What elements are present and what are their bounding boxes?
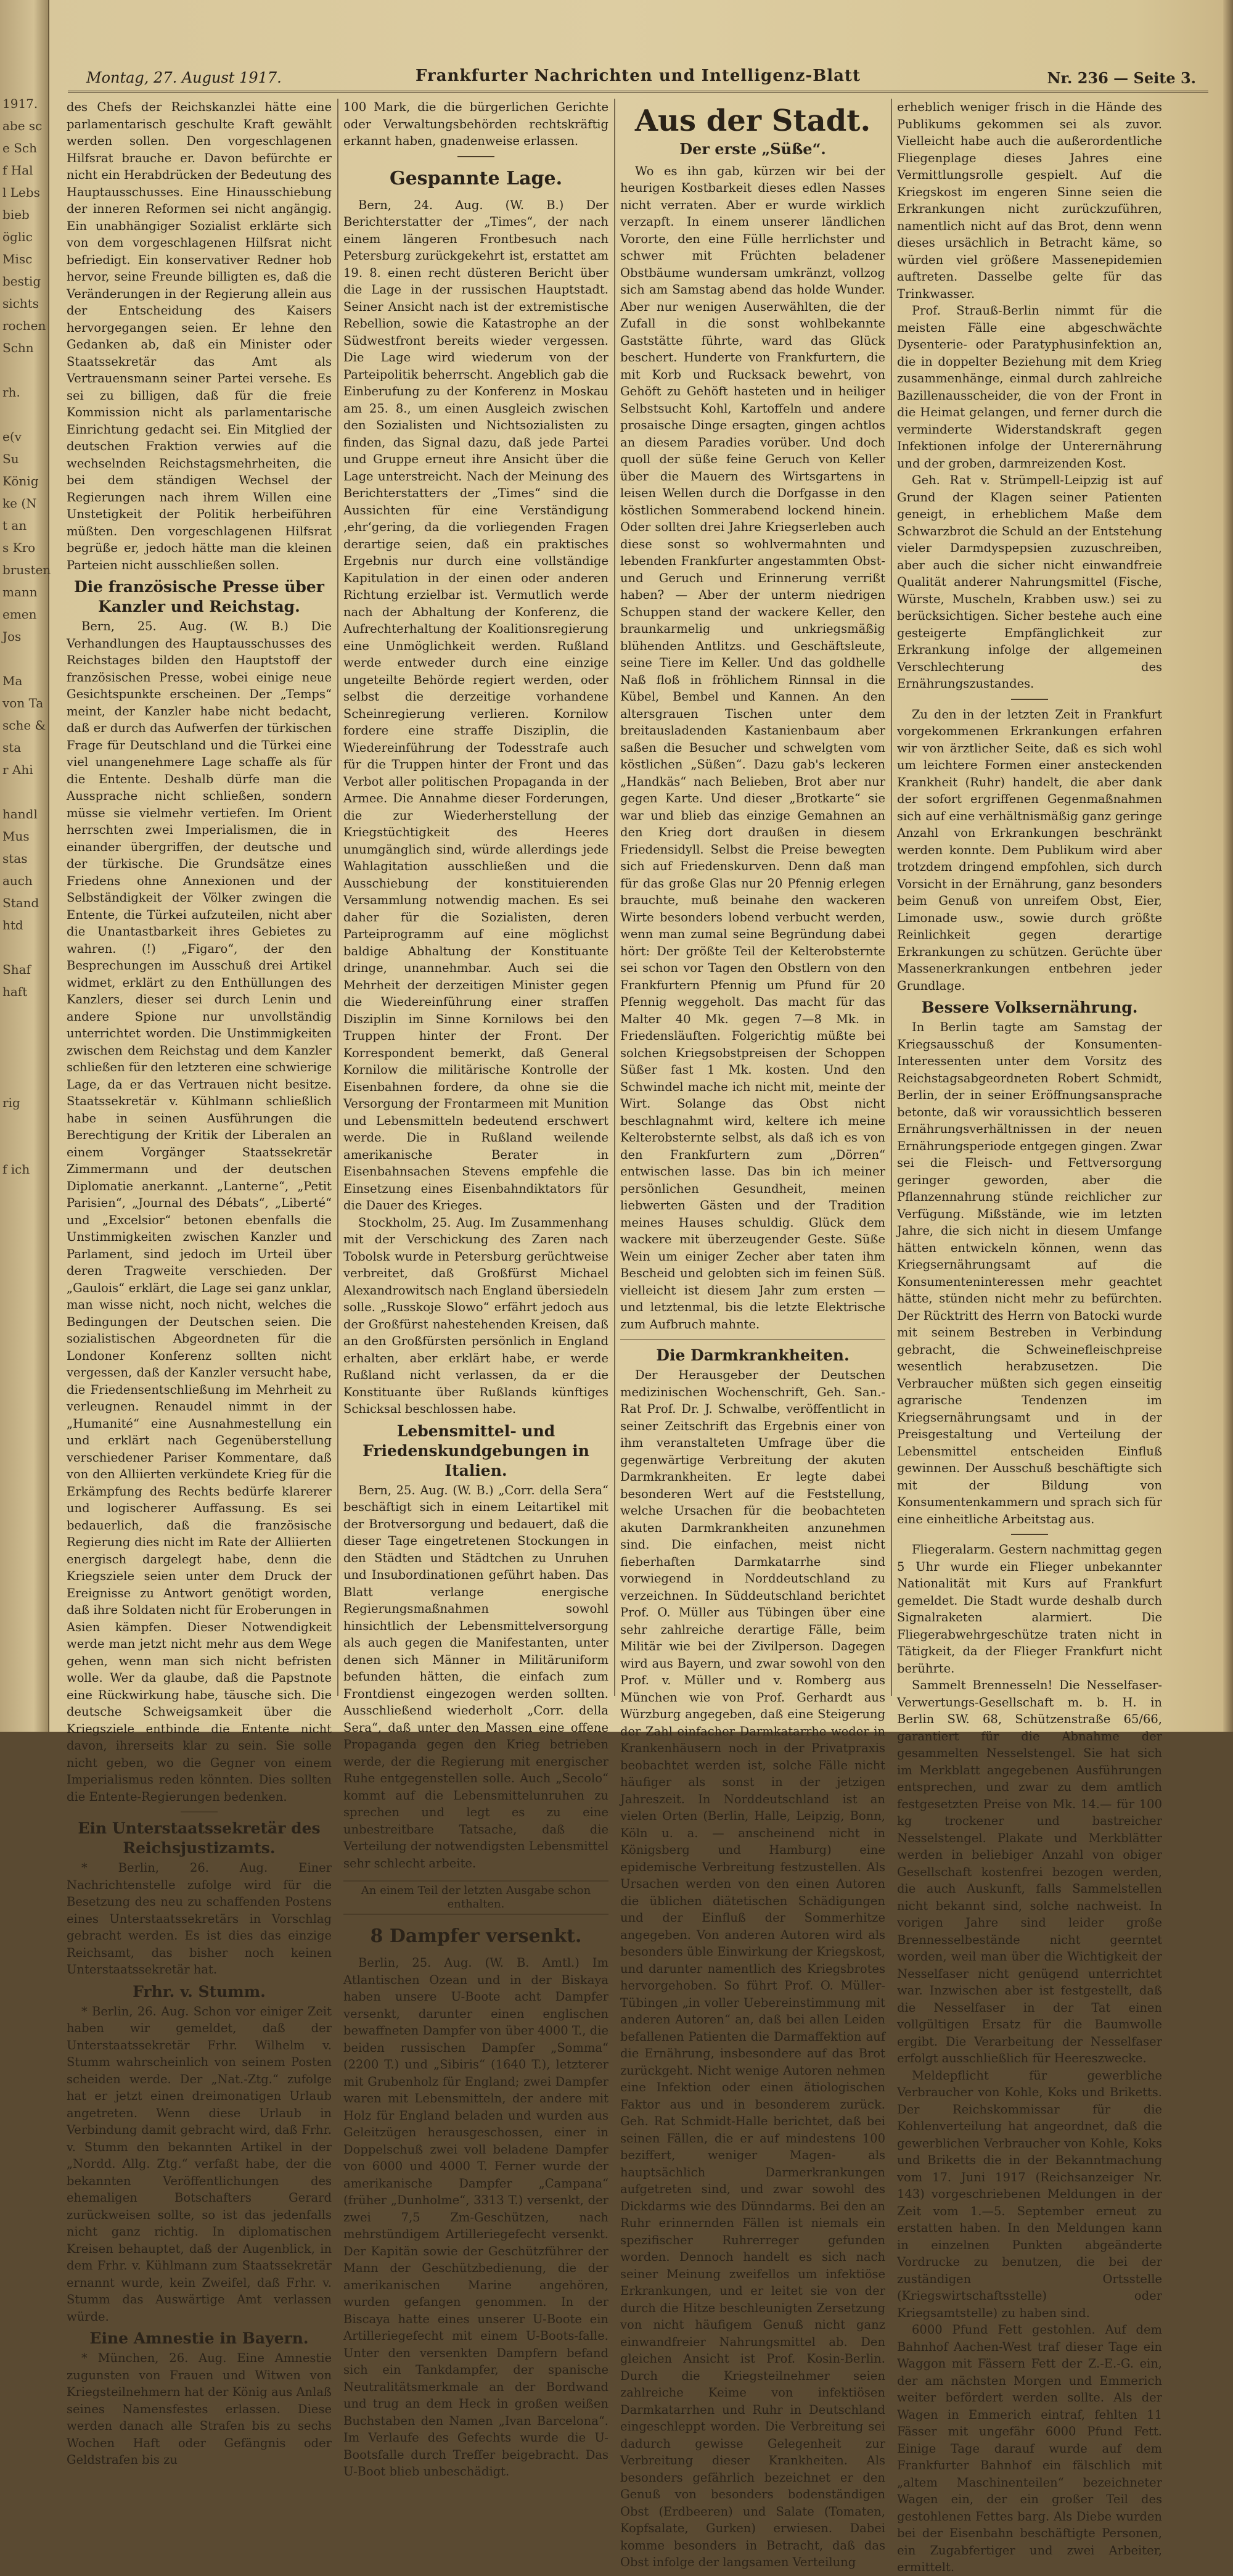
article-stockholm: Stockholm, 25. Aug. Im Zusammenhang mit der Verschickung des Zaren nach Tobolsk wurde in Petersburg gerüchtweise verbreitet, daß Großfürst Michael Alexandrowitsch nach England übersiedeln solle. „Russkoje Slowo“ erfährt jedoch aus der Großfürst nahestehenden Kreisen, daß an den Großfürsten persönlich in England erhalten, aber erklärt habe, er werde Rußland nicht verlassen, da er die Konstituante über Rußlands künftiges Schicksal beschlossen habe. (343, 1215, 608, 1416)
news-fliegeralarm: Fliegeralarm. Gestern nachmittag gegen 5 Uhr wurde ein Flieger unbekannter Nationalität mit Kurs auf Frankfurt gemeldet. Die Stadt wurde deshalb durch Signalraketen alarmiert. Die Fliegerabwehrgeschütze traten nicht in Tätigkeit, da der Flieger Frankfurt nicht berührte. (897, 1542, 1162, 1676)
column-1 (67, 99, 332, 2467)
column-rule (337, 99, 338, 1696)
news-brennesseln: Sammelt Brennesseln! Die Nesselfaser-Verwertungs-Gesellschaft m. b. H. in Berlin SW. 68, Schützenstraße 65/66, garantiert für die Abnahme der gesammelten Nesselstengel. Sie hat sich im Merkblatt angegebenen Ausführungen entsprechen, und zwar zu dem amtlich festgesetzten Preise von Mk. 14.— für 100 kg trockener und bastreicher Nesselstengel. Plakate und Merkblätter werden in beliebiger Anzahl von obiger Gesellschaft kostenfrei bezogen werden, die auch Auskunft, falls Sammelstellen nicht bekannt sind, solche nachweist. In vorigen Jahre sind leider große Brennesselbestände nicht geerntet worden, weil man über die Wichtigkeit der Nesselfaser nicht genügend unterrichtet war. Inzwischen aber ist festgestellt, daß die Nesselfaser in der Tat einen vollgültigen Ersatz für die Baumwolle ergibt. Die Verarbeitung der Nesselfaser erfolgt ausschließlich für Heereszwecke. (897, 1678, 1162, 2065)
article-darmkrankheiten: Der Herausgeber der Deutschen medizinischen Wochenschrift, Geh. San.-Rat Prof. Dr. J. Schwalbe, veröffentlicht in seiner Zeitschrift das Ergebnis einer von ihm veranstalteten Umfrage über die gegenwärtige Verbreitung der akuten Darmkrankheiten. Er legte dabei besonderen Wert auf die Feststellung, welche Ursachen für die beobachteten akuten Darmkrankheiten anzunehmen sind. Die einfachen, meist nicht fieberhaften Darmkatarrhe sind vorwiegend in Norddeutschland zu verzeichnen. In Süddeutschland berichtet Prof. O. Müller aus Tübingen über eine sehr zahlreiche derartige Fälle, beim Militär wie bei der Zivilperson. Dagegen wird aus Bayern, und zwar sowohl von den Prof. v. Müller und v. Romberg aus München wie von Prof. Gerhardt aus Würzburg angegeben, daß eine Steigerung der Zahl einfacher Darmkatarrhe weder in Krankenhäusern noch in der Privatpraxis beobachtet werden ist, solche Fälle nicht häufiger als sonst in der jetzigen Jahreszeit. In Norddeutschland ist an vielen Orten (Berlin, Halle, Leipzig, Bonn, Köln u. a. — anscheinend nicht in Königsberg und Hamburg) eine epidemische Verbreitung festzustellen. Als Ursachen werden von den einen Autoren die üblichen diätetischen Schädigungen und der Einfluß der Sommerhitze angegeben. Von anderen Autoren wird als besonders üble Einwirkung der Kriegskost, und darunter namentlich des Kriegsbrotes hervorgehoben. So führt Prof. O. Müller-Tübingen „in voller Uebereinstimmung mit anderen Autoren“ an, daß bei allen Leiden befallenen Patienten die Darmaffektion auf die Ernährung, insbesondere auf das Brot zurückgeht. Nicht wenige Autoren nehmen eine Infektion oder einen ätiologischen Faktor aus und in besonderem zurück. Geh. Rat Schmidt-Halle berichtet, daß bei seinen Fällen, die er auf mindestens 100 beziffert, weniger Magen- als hauptsächlich Darmerkrankungen aufgetreten sind, und zwar sowohl des Dickdarms wie des Dünndarms. Bei den an Ruhr erinnernden Fällen ist niemals ein spezifischer Ruhrerreger gefunden worden. Dennoch handelt es sich nach seiner Meinung zweifellos um infektiöse Erkrankungen, und er leitet sie von der durch die Hitze beschleunigten Zersetzung von nicht häufigem Genuß nicht ganz einwandfreier Nahrungsmittel ab. Den gleichen Ansicht ist Prof. Kosin-Berlin. Durch die Kriegsteilnehmer seien zahlreiche Keime von infektiösen Darmkatarrhen und Ruhr in Deutschland eingeschleppt worden. Die Verbreitung sei dadurch gewisse Gelegenheit zur Verbreitung dieser Krankheiten. Als besonders gefährlich bezeichnet er den Genuß von besonders bodenständigen Obst (Erdbeeren) und Salate (Tomaten, Kopfsalate, Gurken) erwiesen. Dabei komme besonders in Betracht, daß das Obst infolge der langsamen Verteilung (620, 1368, 885, 2569)
header-date: Montag, 27. August 1917. (86, 69, 282, 86)
article-volksernaehrung: In Berlin tagte am Samstag der Kriegsausschuß der Konsumenten-Interessenten unter dem Vorsitz des Reichstagsabgeordneten Robert Schmidt, Berlin, der in seiner Eröffnungsansprache betonte, daß wir voraussichtlich besseren Ernährungsverhältnissen in der neuen Ernährungsperiode entgegen gingen. Zwar sei die Fleisch- und Fettversorgung geringer geworden, aber die Pflanzennahrung stünde reichlicher zur Verfügung. Mißstände, wie im letzten Jahre, die sich nicht in diesem Umfange hätten entwickeln können, wenn das Kriegsernährungsamt auf die Konsumenteninteressen mehr geachtet hätte, stünden nicht mehr zu befürchten. Der Rücktritt des Herrn von Batocki wurde mit seinem Bestreben in Verbindung gebracht, die Schweinefleischpreise wesentlich herabzusetzen. Die Verbraucher müßten sich gegen einseitig agrarische Tendenzen im Kriegsernährungsamt und in der Preisgestaltung und Verteilung der Lebensmittel entscheiden Einfluß gewinnen. Der Ausschuß beschäftigte sich mit der Bildung von Konsumentenkammern und sprach sich für eine einheitliche Arbeitstag aus. (897, 1020, 1162, 1526)
separator (1011, 1534, 1048, 1535)
headline-darmkrankheiten: Die Darmkrankheiten. (656, 1346, 850, 1364)
headline-presse: Die französische Presse über Kanzler und Reichstag. (74, 578, 324, 615)
section-title-stadt: Aus der Stadt. (634, 104, 871, 138)
article-italien: Bern, 25. Aug. (W. B.) „Corr. della Sera“ beschäftigt sich in einem Leitartikel mit der Brotversorgung und bedauert, daß die dieser Tage eingetretenen Stockungen in den Städten und Städtchen zu Unruhen und Insubordinationen geführt haben. Das Blatt verlange energische Regierungsmaßnahmen sowohl hinsichtlich der Lebensmittelversorgung als auch gegen die Manifestanten, unter denen sich Männer in Militäruniform befunden hätten, die einfach zum Frontdienst eingezogen werden sollten. Ausschließend wiederholt „Corr. della Sera“, daß unter den Massen eine offene Propaganda gegen den Krieg betrieben werde, der die Regierung mit energischer Ruhe entgegenstellen solle. Auch „Secolo“ kommt auf die Lebensmittelunruhen zu sprechen und legt es zu eine unbestreitbare Tatsache, daß die Verteilung der notwendigsten Lebensmittel sehr schlecht arbeite. (343, 1483, 608, 1870)
headline-dampfer: 8 Dampfer versenkt. (370, 1925, 582, 1947)
news-kohle: Meldepflicht für gewerbliche Verbraucher von Kohle, Koks und Briketts. Der Reichskommissar für die Kohlenverteilung hat angeordnet, daß die gewerblichen Verbraucher von Kohle, Koks und Briketts die in der Bekanntmachung vom 17. Juni 1917 (Reichsanzeiger Nr. 143) vorgeschriebenen Meldungen in der Zeit vom 1.—5. September erneut zu erstatten haben. In den Meldungen kann in einzelnen Punkten abgeänderte Vordrucke zu benutzen, die bei der zuständigen Ortsstelle (Kriegswirtschaftsstelle) oder Kriegsamtstelle) zu haben sind. (897, 2068, 1162, 2320)
paragraph-frankfurt: Zu den in der letzten Zeit in Frankfurt vorgekommenen Erkrankungen erfahren wir von ärztlicher Seite, daß es sich wohl um leichtere Formen einer ansteckenden Krankheit (Ruhr) handelt, die aber dank der sofort ergriffenen Gegenmaßnahmen sich auf eine verhältnismäßig ganz geringe Anzahl von Erkrankungen beschränkt werden konnte. Dem Publikum wird aber trotzdem dringend empfohlen, sich durch Vorsicht in der Ernährung, ganz besonders beim Genuß von unreifem Obst, Eier, Limonade usw., sowie durch größte Reinlichkeit gegen derartige Erkrankungen zu schützen. Gerüchte über Massenerkrankungen entbehren jeder Grundlage. (897, 707, 1162, 993)
column-3 (620, 99, 885, 2569)
headline-amnestie: Eine Amnestie in Bayern. (89, 2329, 309, 2347)
paragraph-strauss: Prof. Strauß-Berlin nimmt für die meisten Fälle eine abgeschwächte Dysenterie- oder Paratyphusinfektion an, die in doppelter Beziehung mit dem Krieg zusammenhänge, einmal durch zahlreiche Bazillenausscheider, die von der Front in die Heimat gelangen, und ferner durch die verminderte Widerstandskraft gegen Infektionen infolge der Unterernährung und der groben, darmreizenden Kost. (897, 303, 1162, 471)
news-fett: 6000 Pfund Fett gestohlen. Auf dem Bahnhof Aachen-West traf dieser Tage ein Waggon mit Fässern Fett der Z.-E.-G. ein, der am nächsten Morgen und Emmerich weiter befördert werden sollte. Als der Wagen in Emmerich eintraf, fehlten 11 Fässer mit ungefähr 6000 Pfund Fett. Einige Tage darauf wurde auf dem Frankfurter Bahnhof ein fälschlich mit „altem Maschinenteilen“ bezeichneter Wagen ein, der ein großer Teil des gestohlenen Fettes barg. Als Diebe wurden bei der Eisenbahn beschäftigte Personen, ein Zugabfertiger und zwei Arbeiter, ermittelt. (897, 2323, 1162, 2574)
headline-italien: Lebensmittel- und Friedenskundgebungen in Italien. (363, 1422, 589, 1479)
right-page-edge (1223, 0, 1233, 1732)
article-continuation: des Chefs der Reichskanzlei hätte eine parlamentarisch geschulte Kraft gewählt werden sollen. Den vorgeschlagenen Hilfsrat brauche er. Davon befürchte er nicht ein Herabdrücken der Bedeutung des Hauptausschusses. Eine Hinausschiebung der inneren Reformen sei nicht angängig. Ein unabhängiger Sozialist erklärte sich von dem vorgeschlagenen Hilfsrat nicht befriedigt. Ein konservativer Redner hob hervor, seine Freunde billigten es, daß die Veränderungen in der Regierung allein aus der Entscheidung des Kaisers hervorgegangen seien. Er lehne den Gedanken ab, daß ein Minister oder Staatssekretär das Amt als Vertrauensmann seiner Partei versehe. Es sei zu billigen, daß für die freie Kommission nicht als parlamentarische Einrichtung gedacht sei. Ein Mitglied der deutschen Fraktion verwies auf die wechselnden Reichstagsmehrheiten, die bei dem ständigen Wechsel der Regierungen nach ihrem Willen eine Unstetigkeit der Politik herbeiführen müßten. Den vorgeschlagenen Hilfsrat begrüße er, jedoch hätte man die kleinen Parteien nicht ausschließen sollen. (67, 100, 332, 572)
article-presse: Bern, 25. Aug. (W. B.) Die Verhandlungen des Hauptausschusses des Reichstages bilden den Hauptstoff der französischen Presse, wobei einige neue Gesichtspunkte erscheinen. Der „Temps“ meint, der Kanzler habe nicht bedacht, daß er durch das Aufwerfen der türkischen Frage für Deutschland und die Türkei eine viel unangenehmere Lage schaffe als für die Entente. Deshalb dürfe man die Aussprache nicht schließen, sondern müsse sie vielmehr vertiefen. Im Orient herrschten zwei Imperialismen, die in einander übergriffen, der deutsche und der türkische. Die Grundsätze eines Friedens ohne Annexionen und der Selbständigkeit der Völker zwingen die Entente, die Türkei aufzuteilen, nicht aber die Unantastbarkeit ihres Gebietes zu wahren. (!) „Figaro“, der den Besprechungen im Ausschuß drei Artikel widmet, erklärt zu den Enthüllungen des Kanzlers, dieser sei durch Lenin und andere Spione nur unvollständig unterrichtet worden. Die Unstimmigkeiten zwischen dem Reichstag und dem Kanzler schließen für den letzteren eine schwierige Lage, da er das Vertrauen nicht besitze. Staatssekretär v. Kühlmann schließlich habe in seinen Ausführungen die Berechtigung der Kritik der Liberalen an einem Vorgänger Staatssekretär Zimmermann und der deutschen Diplomatie anerkannt. „Lanterne“, „Petit Parisien“, „Journal des Débats“, „Liberté“ und „Excelsior“ betonen ebenfalls die Unstimmigkeiten zwischen Kanzler und Parlament, sind jedoch im Urteil über deren Tragweite verschieden. Der „Gaulois“ erklärt, die Lage sei ganz unklar, man wisse nicht, noch nicht, welches die Bedingungen der Deutschen seien. Die sozialistischen Abgeordneten für die Londoner Konferenz sollten nicht vergessen, daß der Kanzler versucht habe, die Friedensentschließung im Mehrheit zu verleugnen. Renaudel nimmt in der „Humanité“ eine Ausnahmestellung ein und erklärt nach Gegenüberstellung verschiedener Pariser Kommentare, daß von den Alliierten verkündete Krieg für die Erkämpfung des Rechts bedürfe klarerer und logischerer Auffassung. Es sei bedauerlich, daß die französische Regierung dies nicht im Rate der Alliierten energisch dargelegt habe, denn die Kriegsziele seien unter dem Druck der Ereignisse zu Antwort genötigt worden, daß ihre Soldaten nicht für Eroberungen in Asien kämpfen. Dieser Notwendigkeit werde man jetzt nicht mehr aus dem Wege gehen, wenn man sich nicht befristen wolle. Wer da glaube, daß die Papstnote eine Rückwirkung habe, täusche sich. Die deutsche Schweigsamkeit über die Kriegsziele entbinde die Entente nicht davon, ihrerseits klar zu sein. Sie solle nicht geben, wo die Gegner von einem Imperialismus reden könnten. Dies sollten die Entente-Regierungen bedenken. (67, 619, 332, 1804)
separator (1011, 699, 1048, 700)
headline-volksernaehrung: Bessere Volksernährung. (921, 998, 1138, 1016)
headline-unterstaatssekretaer: Ein Unterstaatssekretär des Reichsjustizamts. (78, 1819, 321, 1857)
page-number: Nr. 236 — Seite 3. (1047, 69, 1196, 87)
masthead: Frankfurter Nachrichten und Intelligenz-Blatt (416, 67, 861, 85)
headline-suesse: Der erste „Süße“. (679, 140, 826, 158)
column-4 (897, 99, 1162, 2574)
separator (181, 1811, 218, 1813)
separator (457, 156, 494, 157)
headline-gespannte-lage: Gespannte Lage. (389, 167, 563, 189)
page-header (68, 64, 1208, 93)
article-dampfer: Berlin, 25. Aug. (W. B. Amtl.) Im Atlantischen Ozean und in der Biskaya haben unsere U-Boote acht Dampfer versenkt, darunter einen englischen bewaffneten Dampfer von über 4000 T., die beiden russischen Dampfer „Somma“ (2200 T.) und „Sibiris“ (1640 T.), letzterer mit Grubenholz für England; zwei Dampfer waren mit Lebensmitteln, der andere mit Holz für England beladen und wurden aus Geleitzügen herausgeschossen, einer in Doppelschuß zwei voll beladene Dampfer von 6000 und 4000 T. Ferner wurde der amerikanische Dampfer „Campana“ (früher „Dunholme“, 3313 T.) versenkt, der zwei 7,5 Zm-Geschützen, nach mehrstündigem Artilleriegefecht versenkt. Der Kapitän sowie der Geschützführer der Mann der Geschützbedienung, die der amerikanischen Marine angehören, wurden gefangen genommen. In der Biscaya hatte eines unserer U-Boote ein Artilleriegefecht mit einem U-Boots-falle. Unter den versenkten Dampfern befand sich ein Tankdampfer, der spanische Neutralitätsmerkmale an der Bordwand und trug an dem Heck in großen weißen Buchstaben den Namen „Ivan Barcelona“. Im Verlaufe des Gefechts wurde die U-Bootsfalle durch Treffer beigebracht. Das U-Boot blieb unbeschädigt. (343, 1956, 608, 2479)
left-page-text-fragment: 1917. abe sc e Sch f Hal l Lebs bieb öglic Misc bestig sichts rochen Schn rh. e(v Su König ke (N t an s Kro brusten mann emen Jos Ma von Ta sche & sta r Ahi handl Mus stas auch Stand htd Shaf haft rig f ich (2, 96, 51, 1177)
paragraph-struempell: Geh. Rat v. Strümpell-Leipzig ist auf Grund der Klagen seiner Patienten geneigt, in erheblichem Maße dem Schwarzbrot die Schuld an der Entstehung vieler Darmdyspepsien zuzuschreiben, aber auch die sicher nicht einwandfreie Qualität anderer Nahrungsmittel (Fische, Würste, Muscheln, Krabben usw.) sei zu berücksichtigen. Sicher bestehe auch eine gesteigerte Empfänglichkeit zur Erkrankung infolge der allgemeinen Verschlechterung des Ernährungszustandes. (897, 473, 1162, 691)
article-continuation: erheblich weniger frisch in die Hände des Publikums gekommen sei als zuvor. Vielleicht habe auch die außerordentliche Fliegenplage dieses Jahres eine Vermittlungsrolle gespielt. Auf die Kriegskost im engeren Sinne seien die Erkrankungen nicht zurückzuführen, namentlich nicht auf das Brot, denn wenn dieses ursächlich in Betracht käme, so würden viel größere Massenepidemien auftreten. Dasselbe gelte für das Trinkwasser. (897, 100, 1162, 301)
article-suesse: Wo es ihn gab, kürzen wir bei der heurigen Kostbarkeit dieses edlen Nasses nicht verraten. Aber er wurde wirklich verzapft. In einem unserer ländlichen Vororte, den eine Fülle herrlichster und schwer mit Früchten beladener Obstbäume wundersam umkränzt, vollzog sich am Samstag abend das holde Wunder. Aber nur wenigen Auserwählten, die der Zufall in die sonst wohlbekannte Gaststätte führte, ward das Glück beschert. Hunderte von Frankfurtern, die mit Korb und Rucksack bewehrt, von Gehöft zu Gehöft hasteten und in heiliger Selbstsucht Kohl, Kartoffeln und andere prosaische Dinge ersagten, gingen achtlos an diesem Paradies vorüber. Und doch quoll der süße feine Geruch von Keller über die Mauern des Wirtsgartens in leisen Wellen durch die Dorfgasse in den köstlichen Sommerabend lockend hinein. Oder sollten drei Jahre Kriegserleben auch diese sonst so wohlvermahnten und lebenden Frankfurter angestammten Obst- und Geruch und Erinnerung verrißt haben? — Aber der unterm niedrigen Schuppen stand der wackere Keller, den braunkarmelig und unkriegsmäßig blühenden Antlitzs. und Geschäftsleute, seine Tiere im Keller. Und das goldhelle Naß floß in fröhlichem Rinnsal in die Kübel, Bembel und Kannen. An den altersgrauen Tischen unter dem breitausladenden Kastanienbaum aber saßen die Besucher und schwelgten vom köstlichen „Süßen“. Dazu gab's leckeren „Handkäs“ nach Belieben, Brot aber nur gegen Karte. Und dieser „Brotkarte“ sie war und blieb das einzige Gemahnen an den Krieg dort draußen in diesem Friedensidyll. Selbst die Preise bewegten sich auf Friedenskurven. Denn daß man für das große Glas nur 20 Pfennig erlegen brauchte, muß beinahe den wackeren Wirte besonders lobend verbucht werden, wenn man zumal seine Begründung dabei hört: Der größte Teil der Kelterobsternte sei schon vor Tagen den Obstlern von den Frankfurtern Pfennig um Pfund für 20 Pfennig weggeholt. Das macht für das Malter 40 Mk. gegen 7—8 Mk. in Friedensläuften. Folgerichtig müßte bei solchen Kriegsobstpreisen der Schoppen Süßer fast 1 Mk. kosten. Und den Schwindel mache ich nicht mit, meinte der Wirt. Solange das Obst nicht beschlagnahmt wird, keltere ich meine Kelterobsternte selbst, als daß ich es von den Frankfurtern zum „Dörren“ entwischen lasse. Das bin ich meiner persönlichen Gesundheit, meinen liebwerten Gästen und der Tradition meines Hauses schuldig. Glück dem wackere mit überzeugender Geste. Süße Wein um einiger Zecher aber taten ihm Bescheid und gelobten sich im feinen Süß. vielleicht ist diesem Jahr zum ersten — und letztenmal, bis die letzte Elektrische zum Aufbruch mahnte. (620, 163, 885, 1331)
headline-stumm: Frhr. v. Stumm. (133, 1982, 266, 2001)
article-gespannte-lage: Bern, 24. Aug. (W. B.) Der Berichterstatter der „Times“, der nach einem längeren Frontbesuch nach Petersburg zurückgekehrt ist, erstattet am 19. 8. einen recht düsteren Bericht über die Lage in der russischen Hauptstadt. Seiner Ansicht nach ist der extremistische Rebellion, sowie die Katastrophe an der Südwestfront bereits wieder vergessen. Die Lage wird wiederum von der Parteipolitik beherrscht. Angeblich gab die Einberufung zu der Konferenz in Moskau am 25. 8., um einen Ausgleich zwischen den Sozialisten und Nichtsozialisten zu finden, das Signal dazu, daß jede Partei und Gruppe erneut ihre Ansicht über die Lage unterstreicht. Nach der Meinung des Berichterstatters der „Times“ sind die Aussichten für eine Verständigung ‚ehr‘gering, da die vorliegenden Fragen derartige seien, daß ein praktisches Ergebnis nur durch eine vollständige Kapitulation in der einen oder anderen Richtung erzielbar ist. Vermutlich werde nach der Abhaltung der Konferenz, die Aufrechterhaltung der Koalitionsregierung eine Unmöglichkeit werden. Rußland werde entweder durch eine einzige ungeteilte Behörde regiert werden, oder selbst die derzeitige vorhandene Scheinregierung verlieren. Kornilow fordere eine straffe Disziplin, die Wiedereinführung der Todesstrafe auch für die Truppen hinter der Front und das Verbot aller politischen Propaganda in der Armee. Die Annahme dieser Forderungen, die zur Wiederherstellung der Kriegstüchtigkeit des Heeres unumgänglich sind, würde allerdings jede Wahlagitation ausschließen und die Ausschiebung der konstituierenden Versammlung notwendig machen. Es sei daher für die Sozialisten, deren Parteiprogramm auf eine möglichst baldige Abhaltung der Konstituante dringe, unannehmbar. Auch sei die Mehrheit der derzeitigen Minister gegen die Wiedereinführung einer straffen Disziplin im Sinne Kornilows bei den Truppen hinter der Front. Der Korrespondent bemerkt, daß General Kornilow die militärische Kontrolle der Eisenbahnen fordere, da ohne sie die Versorgung der Frontarmeen mit Munition und Lebensmitteln bedeutend erschwert werde. Die in Rußland weilende amerikanische Berater in Eisenbahnsachen Stevens empfehle die Einsetzung eines Eisenbahndiktators für die Dauer des Krieges. (343, 197, 608, 1212)
article-unterstaatssekretaer: * Berlin, 26. Aug. Einer Nachrichtenstelle zufolge wird für die Besetzung des neu zu schaffenden Postens eines Unterstaatssekretärs in Vorschlag gebracht werden. Es ist dies das einzige Reichsamt, das bisher noch keinen Unterstaatssekretär hat. (67, 1861, 332, 1977)
edition-note: An einem Teil der letzten Ausgabe schon enthalten. (343, 1880, 608, 1915)
left-page-edge (0, 0, 49, 1732)
article-amnestie: * München, 26. Aug. Eine Amnestie zugunsten von Frauen und Witwen von Kriegsteilnehmern hat der König aus Anlaß seines Namensfestes erlassen. Diese werden danach alle Strafen bis zu sechs Wochen Haft oder Gefängnis oder Geldstrafen bis zu (67, 2351, 332, 2467)
column-rule (614, 99, 615, 1696)
article-continuation: 100 Mark, die die bürgerlichen Gerichte oder Verwaltungsbehörden rechtskräftig erkannt haben, gnadenweise erlassen. (343, 100, 608, 148)
column-2 (343, 99, 608, 2479)
column-rule (891, 99, 892, 1696)
article-stumm: * Berlin, 26. Aug. Schon vor einiger Zeit haben wir gemeldet, daß der Unterstaatssekretär Frhr. Wilhelm v. Stumm wahrscheinlich von seinem Posten scheiden werde. Der „Nat.-Ztg.“ zufolge hat er jetzt einen dreimonatigen Urlaub angetreten. Wenn diese Urlaub in Verbindung damit gebracht wird, daß Frhr. v. Stumm den bekannten Artikel in der „Nordd. Allg. Ztg.“ verfaßt habe, der die bekannten Veröffentlichungen des ehemaligen Botschafters Gerard zurückweisen sollte, so ist das jedenfalls nicht ganz richtig. In diplomatischen Kreisen behauptet, daß der Augenblick, in dem Frhr. v. Kühlmann zum Staatssekretär ernannt wurde, kein Zweifel, daß Frhr. v. Stumm das Auswärtige Amt verlassen würde. (67, 2004, 332, 2324)
